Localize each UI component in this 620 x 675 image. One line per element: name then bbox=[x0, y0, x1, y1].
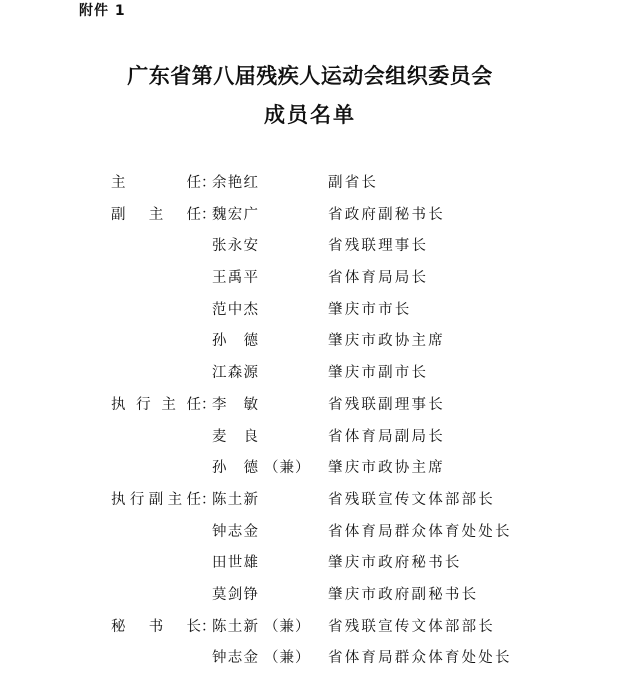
member-position: 肇庆市政协主席 bbox=[328, 460, 445, 477]
member-row bbox=[0, 358, 620, 390]
member-row bbox=[0, 326, 620, 358]
member-role: 秘书长 bbox=[111, 618, 201, 635]
member-row bbox=[0, 168, 620, 200]
member-row bbox=[0, 390, 620, 422]
member-row bbox=[0, 548, 620, 580]
attachment-label: 附件 1 bbox=[79, 3, 126, 19]
member-position: 肇庆市副市长 bbox=[328, 365, 429, 382]
member-position: 省体育局群众体育处处长 bbox=[328, 650, 512, 667]
member-role: 执行主任 bbox=[111, 396, 201, 413]
concurrent-note: （兼） bbox=[264, 650, 311, 667]
role-colon: ： bbox=[201, 175, 216, 191]
role-colon: ： bbox=[201, 491, 216, 508]
member-name: 张永安 bbox=[212, 238, 258, 255]
member-position: 省体育局局长 bbox=[328, 270, 429, 287]
member-name: 李敏 bbox=[212, 396, 258, 413]
member-row bbox=[0, 422, 620, 454]
member-row bbox=[0, 612, 620, 644]
member-row bbox=[0, 295, 620, 327]
member-row bbox=[0, 200, 620, 232]
member-row bbox=[0, 485, 620, 517]
member-name: 陈土新 bbox=[212, 618, 258, 635]
member-name: 江森源 bbox=[212, 365, 258, 382]
member-row bbox=[0, 580, 620, 612]
member-role: 主任 bbox=[111, 175, 201, 191]
member-name: 魏宏广 bbox=[212, 206, 258, 223]
member-row bbox=[0, 517, 620, 549]
member-name: 莫剑铮 bbox=[212, 586, 258, 603]
document-subtitle: 成员名单 bbox=[264, 103, 356, 127]
member-position: 省政府副秘书长 bbox=[328, 206, 445, 223]
member-row bbox=[0, 453, 620, 485]
concurrent-note: （兼） bbox=[264, 618, 311, 635]
member-name: 田世雄 bbox=[212, 555, 258, 572]
member-name: 麦良 bbox=[212, 428, 258, 445]
role-colon: ： bbox=[201, 618, 216, 635]
member-position: 省残联宣传文体部部长 bbox=[328, 491, 495, 508]
member-name: 余艳红 bbox=[212, 175, 258, 191]
member-row bbox=[0, 231, 620, 263]
member-name: 陈土新 bbox=[212, 491, 258, 508]
role-colon: ： bbox=[201, 206, 216, 223]
role-colon: ： bbox=[201, 396, 216, 413]
member-position: 肇庆市政府副秘书长 bbox=[328, 586, 479, 603]
member-name: 范中杰 bbox=[212, 301, 258, 318]
member-position: 省残联副理事长 bbox=[328, 396, 445, 413]
member-position: 肇庆市市长 bbox=[328, 301, 412, 318]
member-position: 肇庆市政协主席 bbox=[328, 333, 445, 350]
member-position: 副省长 bbox=[328, 175, 379, 191]
concurrent-note: （兼） bbox=[264, 460, 311, 477]
member-name: 孙德 bbox=[212, 460, 258, 477]
member-roster bbox=[0, 168, 620, 675]
member-name: 孙德 bbox=[212, 333, 258, 350]
document-title: 广东省第八届残疾人运动会组织委员会 bbox=[127, 64, 493, 88]
member-position: 省残联宣传文体部部长 bbox=[328, 618, 495, 635]
member-name: 钟志金 bbox=[212, 650, 258, 667]
member-row bbox=[0, 263, 620, 295]
member-name: 王禹平 bbox=[212, 270, 258, 287]
member-row bbox=[0, 643, 620, 675]
member-position: 肇庆市政府秘书长 bbox=[328, 555, 462, 572]
member-position: 省残联理事长 bbox=[328, 238, 429, 255]
member-role: 执行副主任 bbox=[111, 491, 201, 508]
member-position: 省体育局副局长 bbox=[328, 428, 445, 445]
member-name: 钟志金 bbox=[212, 523, 258, 540]
member-position: 省体育局群众体育处处长 bbox=[328, 523, 512, 540]
member-role: 副主任 bbox=[111, 206, 201, 223]
